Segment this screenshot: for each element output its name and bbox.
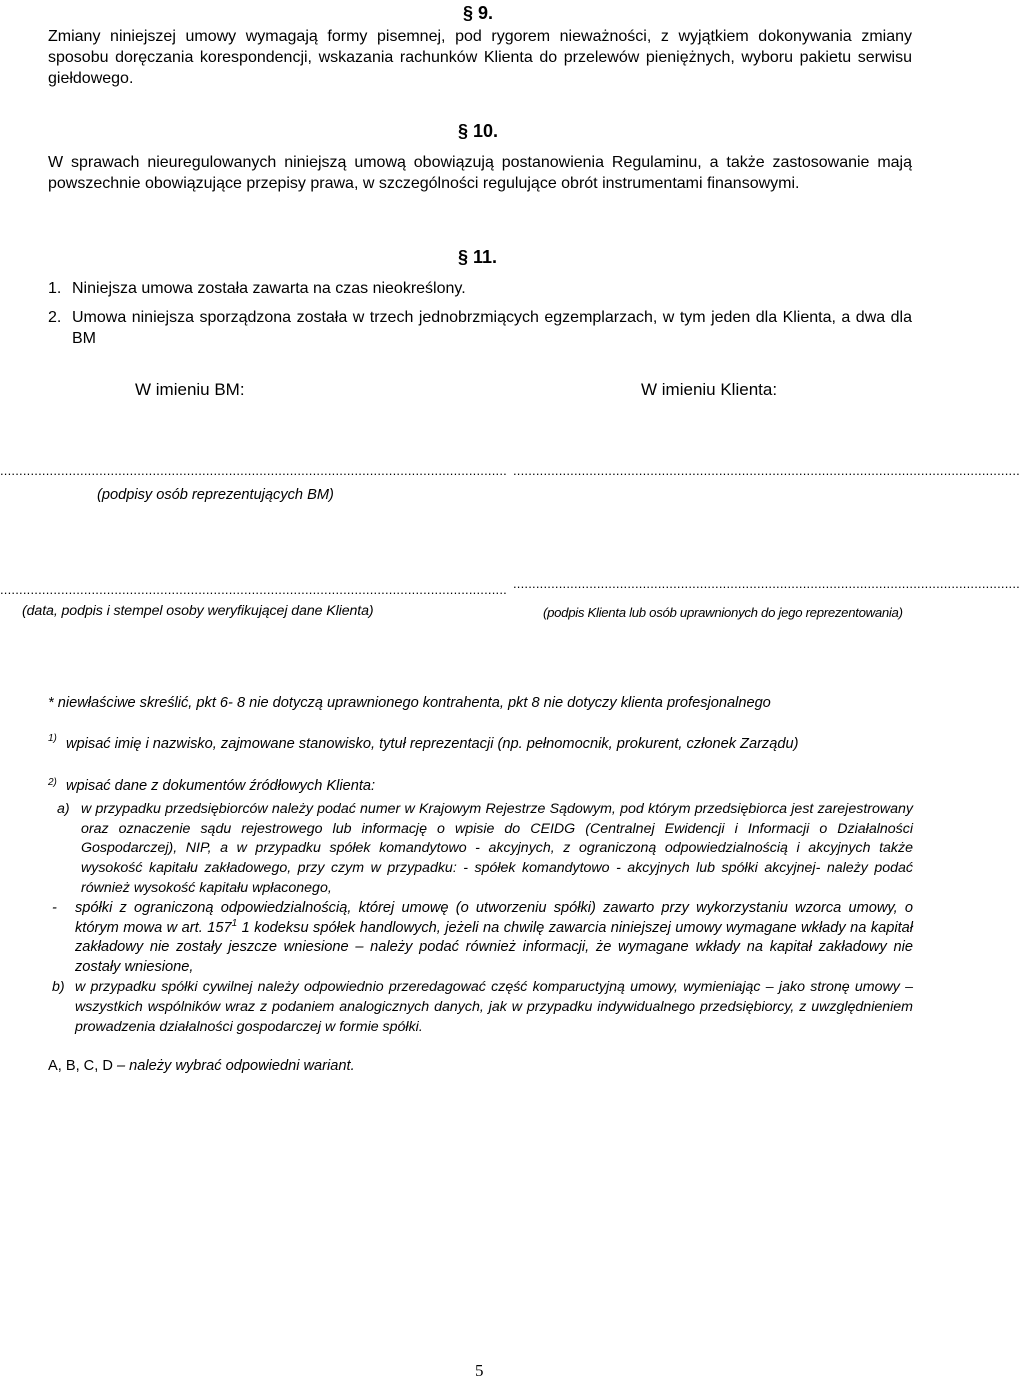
note-dash-text [75, 899, 913, 977]
verifier-signature-caption: (data, podpis i stempel osoby weryfikującej dane Klienta) [22, 603, 374, 619]
note-a [57, 800, 913, 899]
bm-signature-caption: (podpisy osób reprezentujących BM) [97, 487, 334, 503]
client-signature-line-upper: ..................................................................................................................................... [513, 463, 1020, 478]
note-b-mark: b) [52, 979, 65, 995]
item-number: 2. [48, 309, 62, 326]
section-9-heading [463, 2, 493, 24]
section-9-text: Zmiany niniejszej umowy wymagają formy pisemnej, pod rygorem nieważności, z wyjątkiem dokonywania zmiany sposobu doręczania korespondencji, wskazania rachunków Klienta do przelewów pieniężnych, wyboru pakietu serwisu giełdowego. [48, 28, 912, 87]
client-signature-caption: (podpis Klienta lub osób uprawnionych do jego reprezentowania) [543, 605, 903, 620]
section-10-text: W sprawach nieuregulowanych niniejszą umową obowiązują postanowienia Regulaminu, a także zastosowanie mają powszechnie obowiązujące przepisy prawa, w szczególności regulujące obrót instrumentami finansowymi. [48, 154, 912, 192]
note-b-text: w przypadku spółki cywilnej należy odpowiednio przeredagować część kompaructyjną umowy, wymieniając – jako stronę umowy – wszystkich wspólników wraz z podaniem analogicznych danych, jak w przypadku indywidualnego przedsiębiorcy, z uwzględnieniem prowadzenia działalności gospodarczej w formie spółki. [75, 979, 913, 1035]
variant-note-lead: A, B, C, D [48, 1058, 113, 1074]
note-dash-text-part1: spółki z ograniczoną odpowiedzialnością, której umowę (o utworzeniu spółki) zawarto przy wykorzystaniu wzorca umowy, o którym mowa w art. 157 [75, 900, 913, 936]
note-b [52, 977, 913, 1037]
client-signature-label: W imieniu Klienta: [641, 380, 778, 399]
footnote-1-text: wpisać imię i nazwisko, zajmowane stanowisko, tytuł reprezentacji (np. pełnomocnik, prokurent, członek Zarządu) [66, 736, 799, 752]
note-dash [52, 899, 913, 977]
note-a-mark: a) [57, 801, 70, 817]
client-signature-line: ..................................................................................................................................... [513, 576, 1020, 591]
section-number: 10. [473, 121, 499, 141]
section-number: 9. [478, 3, 494, 23]
variant-note [48, 1057, 355, 1077]
section-number: 11. [473, 247, 498, 267]
note-dash-superscript: 1 [231, 917, 238, 929]
bm-signature-line: ..................................................................................................................................... [0, 463, 507, 478]
item-text: Umowa niniejsza sporządzona została w trzech jednobrzmiących egzemplarzach, w tym jeden dla Klienta, a dwa dla BM [72, 309, 912, 347]
footnote-1 [48, 735, 912, 755]
note-a-text: w przypadku przedsiębiorców należy podać numer w Krajowym Rejestrze Sądowym, pod którym przedsiębiorca jest zarejestrowany oraz oznaczenie sądu rejestrowego lub informację o wpisie do CEIDG (Centralnej Ewidencji i Informacji o Działalności Gospodarczej), NIP, a w przypadku spółek komandytowo - akcyjnych, z ograniczoną odpowiedzialnością i akcyjnych także wysokość kapitału zakładowego, przy czym w przypadku: - spółek komandytowo - akcyjnych lub spółki akcyjnej- należy podać również wysokość kapitału wpłaconego, [81, 801, 913, 896]
item-text: Niniejsza umowa została zawarta na czas nieokreślony. [72, 280, 466, 297]
star-note: * niewłaściwe skreślić, pkt 6- 8 nie dotyczą uprawnionego kontrahenta, pkt 8 nie dotyczy klienta profesjonalnego [48, 695, 771, 711]
footnote-2-text: wpisać dane z dokumentów źródłowych Klienta: [66, 778, 376, 794]
section-mark: § [458, 247, 469, 267]
footnote-1-mark: 1) [48, 733, 57, 744]
section-11-item-1 [48, 278, 912, 299]
section-mark: § [463, 3, 474, 23]
note-dash-text-part2: 1 kodeksu spółek handlowych, jeżeli na chwilę zawarcia niniejszej umowy wymagane wkłady na kapitał zakładowy nie zostały jeszcze wniesione – należy podać również informacji, że wymagane wkłady na kapitał zakładowy nie zostały wniesione, [75, 919, 914, 975]
footnote-2-mark: 2) [48, 777, 57, 788]
note-dash-mark: - [52, 900, 57, 916]
variant-note-text: – należy wybrać odpowiedni wariant. [116, 1058, 355, 1074]
item-number: 1. [48, 280, 62, 297]
section-mark: § [458, 121, 469, 141]
verifier-signature-line: ..................................................................................................................................... [0, 582, 507, 597]
bm-signature-label: W imieniu BM: [135, 380, 245, 399]
section-10-heading [458, 120, 498, 142]
section-11-item-2 [48, 307, 912, 349]
section-11-heading [458, 246, 497, 268]
page-number: 5 [475, 1361, 484, 1380]
footnote-2 [48, 777, 912, 797]
